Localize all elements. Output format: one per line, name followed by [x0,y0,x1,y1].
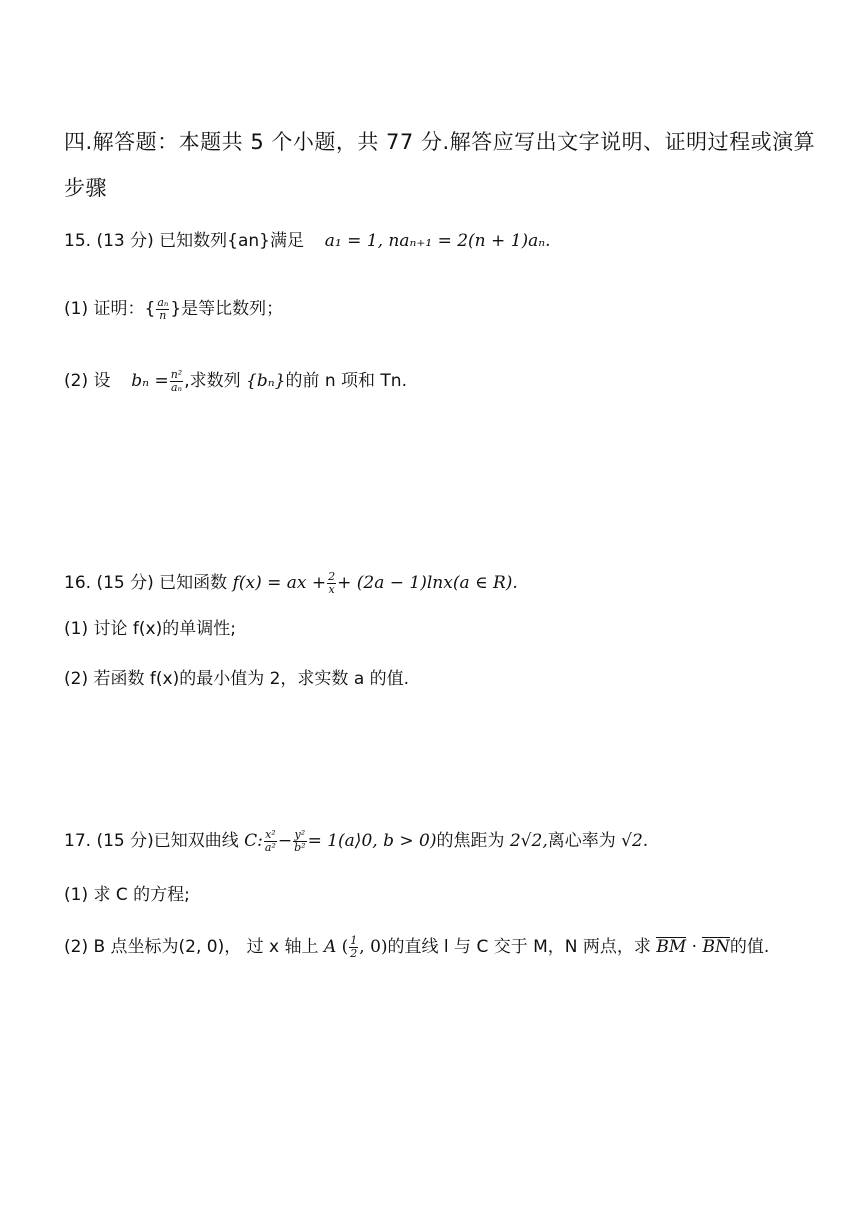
q15-part2-suffix: 的前 n 项和 Tn. [285,371,407,391]
q17-point-a: A [323,937,337,957]
q15-stem-text: 15. (13 分) 已知数列{an}满足 [64,231,304,251]
q15-part1: (1) 证明：{ $\frac{\text{aₙ}}{n}$ }是等比数列； [64,295,284,322]
q16-stem-formula-part2: + (2a − 1)lnx(a ∈ R). [337,573,518,593]
q15-part2-lhs: bₙ = [131,371,169,391]
q17-fraction-x: $\frac{\text{x²}}{\text{a²}}$ [264,827,276,854]
q16-stem-fraction: $\frac{2}{x}$ [328,569,336,596]
q15-stem-formula: a₁ = 1, naₙ₊₁ = 2(n + 1)aₙ. [324,231,551,251]
q16-part2: (2) 若函数 f(x)的最小值为 2，求实数 a 的值. [64,669,410,689]
q16-stem [64,568,518,596]
q17-part2-text-a: (2) B 点坐标为(2, 0)， 过 x 轴上 [64,937,319,957]
q17-eccentricity-text: 离心率为 [547,831,616,851]
q17-stem [64,826,648,854]
q17-vector-bm: BM [656,937,687,957]
q17-vector-bn: BN [702,937,730,957]
q17-focal-text: 的焦距为 [436,831,505,851]
q17-part1: (1) 求 C 的方程; [64,885,190,905]
q16-part1: (1) 讨论 f(x)的单调性; [64,619,236,639]
q15-part2-fraction: $\frac{\text{n²}}{\text{aₙ}}$ [170,367,183,394]
q17-focal-value: 2√2, [509,831,548,851]
q15-part2-seq: {bₙ} [246,371,286,391]
q16-stem-text: 16. (15 分) 已知函数 [64,573,228,593]
section-heading-line2: 步骤 [64,176,107,200]
section-heading-line1: 四.解答题：本题共 5 个小题，共 77 分.解答应写出文字说明、证明过程或演算 [64,130,816,154]
q17-fraction-y: $\frac{\text{y²}}{\text{b²}}$ [294,827,306,854]
q17-dot: · [691,937,698,957]
q17-eccentricity-value: √2. [621,831,649,851]
q15-part2 [64,366,407,394]
q17-point-a-fraction: $\frac{1}{2}$ [350,933,358,960]
q15-stem [64,226,551,251]
q17-stem-text: 17. (15 分)已知双曲线 [64,831,239,851]
q17-equation-tail: = 1(a⟩0, b > 0) [307,831,437,851]
q17-point-a-tail: , 0) [359,937,388,957]
q15-part1-prefix: (1) 证明： [64,299,145,319]
q16-stem-formula-part1: f(x) = ax + [232,573,327,593]
q17-part2-text-c: 的值. [729,937,770,957]
q15-part1-suffix: 是等比数列； [181,299,284,319]
q15-part1-fraction: $\frac{\text{aₙ}}{n}$ [157,295,169,322]
q17-part2-text-b: 的直线 l 与 C 交于 M，N 两点，求 [387,937,651,957]
q15-part2-mid: ,求数列 [184,371,241,391]
q15-part2-prefix: (2) 设 [64,371,111,391]
q17-minus: − [277,831,293,851]
q17-curve-label: C: [244,831,263,851]
q17-part2: (2) B 点坐标为(2, 0)， 过 x 轴上 A ( $\frac{1}{2}$ , 0)的直线 l 与 C 交于 M，N 两点，求 BM · BN的值. [64,933,770,960]
